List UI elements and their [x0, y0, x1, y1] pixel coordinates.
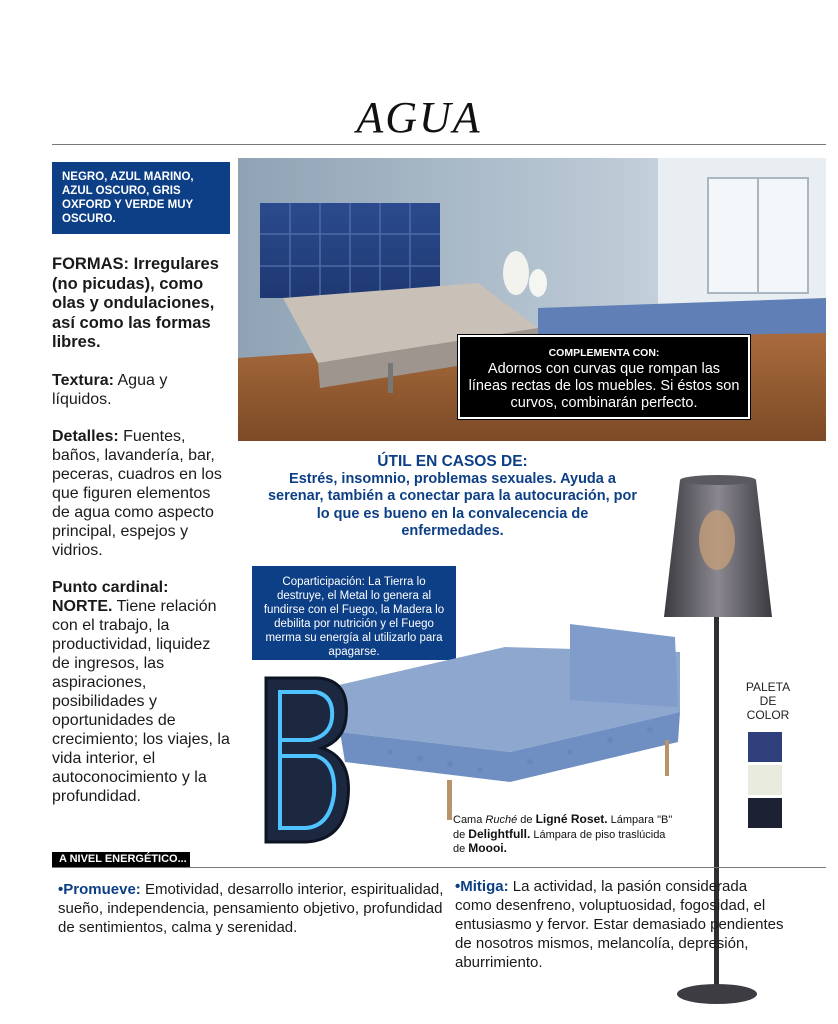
bottom-divider [52, 867, 826, 868]
coparticipacion-box: Coparticipación: La Tierra lo destruye, el Metal lo genera al fundirse con el Fuego, la Madera lo debilita por nutrición y el Fuego merma su energía al utilizarlo para apagarse. [252, 566, 456, 660]
util-text: Estrés, insomnio, problemas sexuales. Ayuda a serenar, también a conectar para la autocuración, por lo que es bueno en la convalecencia de enfermedades. [267, 470, 638, 539]
page-title: AGUA [356, 93, 482, 142]
textura-label: Textura: [52, 371, 114, 389]
palette-label [737, 680, 799, 722]
detalles-label: Detalles: [52, 427, 119, 445]
caption-part1: Cama [453, 814, 486, 826]
palette-label-line1: PALETA [745, 680, 791, 694]
detalles-text: Fuentes, baños, lavandería, bar, peceras, cuadros en los que figuren elementos de agua como aspecto principal, espejos y vidrios. [52, 427, 222, 559]
palette-swatch-navy [748, 732, 782, 762]
palette-label-line3: COLOR [746, 708, 790, 722]
promueve-text: Emotividad, desarrollo interior, espiritualidad, sueño, independencia, pensamiento objetivo, profundidad de sentimientos, calma y serenidad. [58, 881, 444, 936]
caption-part4: Lámpara de piso traslúcida de [453, 828, 666, 855]
caption-delightfull: Delightfull. [468, 826, 531, 841]
palette-swatch-dark [748, 798, 782, 828]
mitiga-label: •Mitiga: [455, 878, 509, 895]
caption-part3: Lámpara "B" de [453, 814, 673, 841]
complementa-text: Adornos con curvas que rompan las líneas rectas de los muebles. Si éstos son curvos, combinarán perfecto. [468, 361, 740, 411]
left-column [52, 255, 230, 824]
top-divider [52, 144, 826, 145]
promueve-label: •Promueve: [58, 881, 141, 898]
promueve-paragraph [58, 880, 448, 937]
letter-b-lamp-image [258, 670, 354, 848]
util-title: ÚTIL EN CASOS DE: [377, 453, 528, 470]
caption-part2: de [517, 814, 536, 826]
product-caption [453, 813, 678, 857]
textura-text: Agua y líquidos. [52, 371, 168, 408]
colors-box: NEGRO, AZUL MARINO, AZUL OSCURO, GRIS OXFORD Y VERDE MUY OSCURO. [52, 162, 230, 234]
palette-label-line2: DE [759, 694, 777, 708]
caption-ligne-roset: Ligné Roset. [535, 812, 608, 826]
punto-norte: NORTE. [52, 597, 113, 615]
textura-paragraph [52, 371, 230, 409]
nivel-energetico-label: A NIVEL ENERGÉTICO... [52, 852, 190, 867]
complementa-box [458, 335, 750, 419]
mitiga-paragraph [455, 877, 785, 972]
caption-moooi: Moooi. [468, 841, 507, 855]
mitiga-text: La actividad, la pasión considerada como desenfreno, voluptuosidad, fogosidad, el entusiasmo y fervor. Estar demasiado pendientes de nosotros mismos, melancolía, depresión, aburrimiento. [455, 878, 784, 971]
punto-text: Tiene relación con el trabajo, la productividad, liquidez de ingresos, las aspiraciones, posibilidades y oportunidades de crecimiento; los viajes, la vida interior, el autoconocimiento y la profundidad. [52, 597, 230, 805]
formas-text: FORMAS: Irregulares (no picudas), como olas y ondulaciones, así como las formas libres. [52, 255, 219, 351]
palette-swatch-ivory [748, 765, 782, 795]
bed-image [330, 612, 680, 822]
detalles-paragraph [52, 427, 230, 560]
punto-paragraph [52, 578, 230, 806]
caption-ruche: Ruché [485, 814, 518, 826]
util-section [265, 453, 640, 541]
punto-label: Punto cardinal: [52, 578, 169, 596]
complementa-title: COMPLEMENTA CON: [548, 347, 660, 359]
